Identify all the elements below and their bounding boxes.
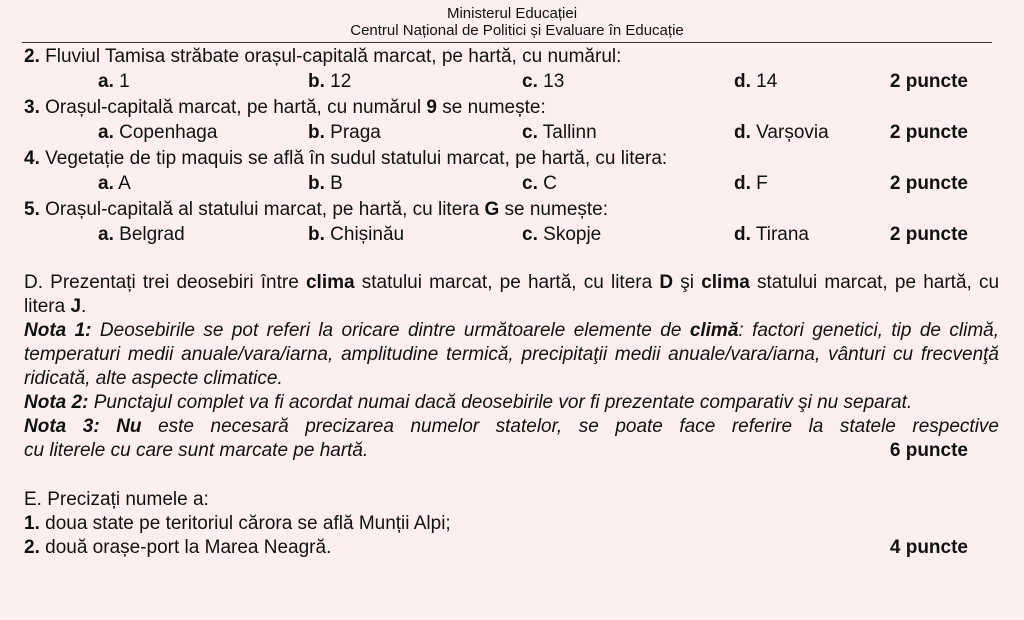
exam-content	[24, 44, 999, 560]
points-label: 2 puncte	[889, 224, 968, 245]
points-label: 6 puncte	[889, 440, 968, 461]
question-5: 5. Orașul-capitală al statului marcat, pe hartă, cu litera G se numește:	[24, 199, 609, 220]
section-e-item-1: 1. doua state pe teritoriul cărora se află Munții Alpi;	[24, 513, 451, 534]
ministry-name: Ministerul Educației	[446, 5, 578, 22]
question-number: 4.	[24, 148, 40, 169]
question-3: 3. Orașul-capitală marcat, pe hartă, cu numărul 9 se numește:	[24, 97, 546, 118]
note-2: Nota 2: Punctajul complet va fi acordat numai dacă deosebirile vor fi prezentate comparativ şi nu separat.	[24, 392, 913, 413]
header-divider	[22, 42, 992, 43]
points-label: 2 puncte	[889, 71, 968, 92]
option-b: b. B	[308, 173, 343, 194]
points-label: 4 puncte	[889, 537, 968, 558]
option-b: b. Praga	[308, 122, 381, 143]
center-name: Centrul Național de Politici și Evaluare în Educație	[350, 22, 684, 39]
question-5-options	[24, 222, 999, 248]
points-label: 2 puncte	[889, 173, 968, 194]
question-text: Vegetație de tip maquis se află în sudul statului marcat, pe hartă, cu litera:	[45, 148, 668, 169]
option-a: a. A	[98, 173, 131, 194]
section-d-prompt: D. Prezentați trei deosebiri între clima statului marcat, pe hartă, cu litera D şi clima statului marcat, pe hartă, cu litera J.	[24, 272, 1000, 317]
option-d: d. Varșovia	[734, 122, 829, 143]
option-a: a. Belgrad	[98, 224, 185, 245]
note-1: Nota 1: Deosebirile se pot referi la oricare dintre următoarele elemente de climă: factori genetici, tip de climă, temperaturi medii anuale/vara/iarna, amplitudine termică, precipitaţii medii anuale/vara/iarna, vânturi cu frecvenţă ridicată, alte aspecte climatice.	[24, 320, 999, 389]
option-d: d. Tirana	[734, 224, 809, 245]
option-c: c. Skopje	[522, 224, 602, 245]
question-number: 2.	[24, 46, 40, 67]
section-e-title: E. Precizați numele a:	[24, 489, 209, 510]
question-3-options	[24, 120, 999, 146]
option-a: a. Copenhaga	[98, 122, 218, 143]
note-3: Nota 3: Nu este necesară precizarea numelor statelor, se poate face referire la statele respective	[24, 416, 1000, 437]
option-b: b. Chișinău	[308, 224, 405, 245]
section-e-item-2: 2. două orașe-port la Marea Neagră. 4 puncte	[24, 537, 968, 558]
question-number: 3.	[24, 97, 40, 118]
question-4	[24, 146, 999, 171]
option-b: b. 12	[308, 71, 352, 92]
question-number: 5.	[24, 199, 40, 220]
page-header	[0, 5, 1024, 39]
option-d: d. 14	[734, 71, 778, 92]
note-3-continued: cu literele cu care sunt marcate pe hartă. 6 puncte	[24, 440, 968, 461]
question-2-options	[24, 69, 999, 95]
question-text: Fluviul Tamisa străbate orașul-capitală marcat, pe hartă, cu numărul:	[45, 46, 622, 67]
option-a: a. 1	[98, 71, 130, 92]
option-c: c. Tallinn	[522, 122, 597, 143]
points-label: 2 puncte	[889, 122, 968, 143]
question-4-options	[24, 171, 999, 197]
option-d: d. F	[734, 173, 768, 194]
question-2	[24, 44, 999, 69]
option-c: c. 13	[522, 71, 565, 92]
option-c: c. C	[522, 173, 557, 194]
